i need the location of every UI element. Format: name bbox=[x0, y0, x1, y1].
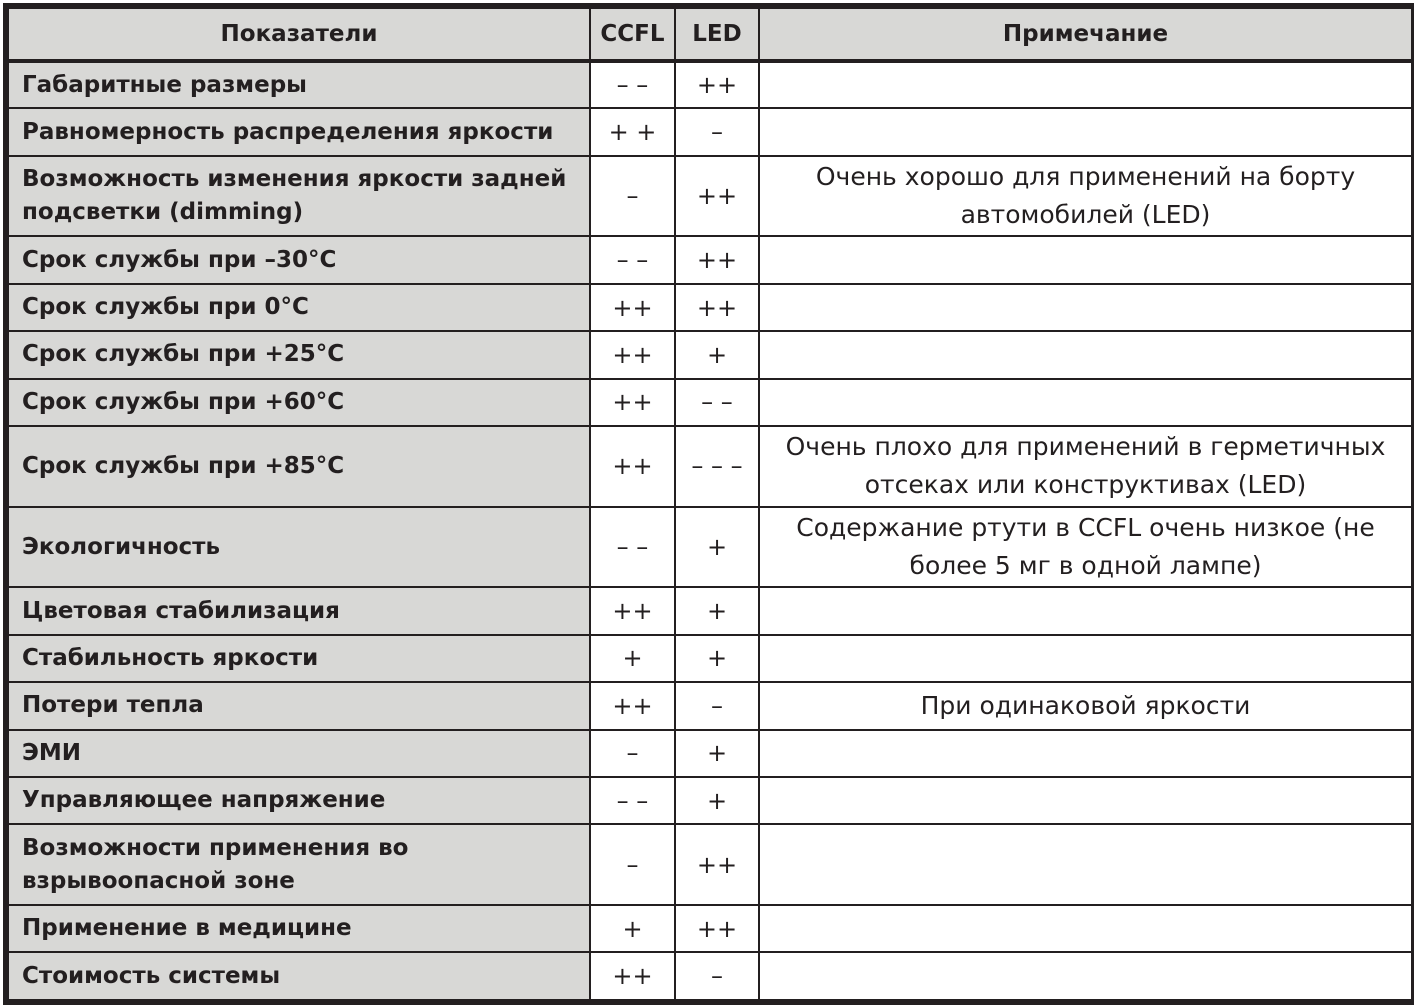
row-ccfl-rating: + + bbox=[590, 108, 675, 155]
row-ccfl-rating: – – bbox=[590, 61, 675, 108]
row-led-rating: ++ bbox=[675, 156, 759, 237]
table-row bbox=[8, 635, 1412, 682]
row-note bbox=[759, 635, 1412, 682]
row-ccfl-rating: – bbox=[590, 730, 675, 777]
table-row bbox=[8, 905, 1412, 952]
row-note bbox=[759, 331, 1412, 378]
table-row bbox=[8, 156, 1412, 237]
table-row bbox=[8, 61, 1412, 108]
row-led-rating: + bbox=[675, 507, 759, 588]
table-row bbox=[8, 730, 1412, 777]
table-row bbox=[8, 777, 1412, 824]
row-led-rating: + bbox=[675, 730, 759, 777]
row-note bbox=[759, 284, 1412, 331]
row-param: Срок службы при –30°C bbox=[8, 236, 590, 283]
table-row bbox=[8, 284, 1412, 331]
header-note: Примечание bbox=[759, 8, 1412, 61]
row-led-rating: ++ bbox=[675, 284, 759, 331]
row-param: Срок службы при +85°C bbox=[8, 426, 590, 507]
header-led: LED bbox=[675, 8, 759, 61]
row-param: Возможность изменения яркости задней подсветки (dimming) bbox=[8, 156, 590, 237]
row-note: Очень плохо для применений в герметичных отсеках или конструктивах (LED) bbox=[759, 426, 1412, 507]
row-param: Срок службы при +25°C bbox=[8, 331, 590, 378]
row-ccfl-rating: ++ bbox=[590, 331, 675, 378]
row-led-rating: – bbox=[675, 108, 759, 155]
row-note bbox=[759, 587, 1412, 634]
table-row bbox=[8, 824, 1412, 905]
row-param: Потери тепла bbox=[8, 682, 590, 729]
row-ccfl-rating: ++ bbox=[590, 952, 675, 1000]
table-row bbox=[8, 587, 1412, 634]
row-ccfl-rating: ++ bbox=[590, 587, 675, 634]
row-param: Экологичность bbox=[8, 507, 590, 588]
table-row bbox=[8, 108, 1412, 155]
row-ccfl-rating: – – bbox=[590, 507, 675, 588]
table-row bbox=[8, 682, 1412, 729]
row-param: Габаритные размеры bbox=[8, 61, 590, 108]
table-row bbox=[8, 952, 1412, 1000]
row-param: ЭМИ bbox=[8, 730, 590, 777]
row-param: Срок службы при +60°C bbox=[8, 379, 590, 426]
row-note bbox=[759, 777, 1412, 824]
ccfl-led-comparison-table bbox=[7, 7, 1413, 1001]
row-ccfl-rating: + bbox=[590, 635, 675, 682]
header-row bbox=[8, 8, 1412, 61]
row-ccfl-rating: – bbox=[590, 156, 675, 237]
table-row bbox=[8, 426, 1412, 507]
row-note bbox=[759, 952, 1412, 1000]
row-param: Равномерность распределения яркости bbox=[8, 108, 590, 155]
row-ccfl-rating: – – bbox=[590, 777, 675, 824]
row-ccfl-rating: + bbox=[590, 905, 675, 952]
row-ccfl-rating: – – bbox=[590, 236, 675, 283]
row-led-rating: + bbox=[675, 635, 759, 682]
row-note bbox=[759, 61, 1412, 108]
table-row bbox=[8, 507, 1412, 588]
row-ccfl-rating: ++ bbox=[590, 379, 675, 426]
row-led-rating: ++ bbox=[675, 61, 759, 108]
row-led-rating: – – bbox=[675, 379, 759, 426]
header-ccfl: CCFL bbox=[590, 8, 675, 61]
row-note bbox=[759, 824, 1412, 905]
row-led-rating: – bbox=[675, 682, 759, 729]
row-note bbox=[759, 108, 1412, 155]
header-param: Показатели bbox=[8, 8, 590, 61]
row-led-rating: ++ bbox=[675, 236, 759, 283]
row-param: Возможности применения во взрывоопасной зоне bbox=[8, 824, 590, 905]
row-note: Содержание ртути в CCFL очень низкое (не более 5 мг в одной лампе) bbox=[759, 507, 1412, 588]
row-ccfl-rating: – bbox=[590, 824, 675, 905]
row-param: Управляющее напряжение bbox=[8, 777, 590, 824]
row-ccfl-rating: ++ bbox=[590, 682, 675, 729]
row-note bbox=[759, 379, 1412, 426]
comparison-table-frame bbox=[3, 3, 1414, 1005]
row-param: Применение в медицине bbox=[8, 905, 590, 952]
row-led-rating: – – – bbox=[675, 426, 759, 507]
table-row bbox=[8, 331, 1412, 378]
row-note: При одинаковой яркости bbox=[759, 682, 1412, 729]
row-ccfl-rating: ++ bbox=[590, 426, 675, 507]
table-row bbox=[8, 379, 1412, 426]
row-note: Очень хорошо для применений на борту автомобилей (LED) bbox=[759, 156, 1412, 237]
row-param: Стоимость системы bbox=[8, 952, 590, 1000]
row-led-rating: ++ bbox=[675, 905, 759, 952]
row-led-rating: ++ bbox=[675, 824, 759, 905]
row-ccfl-rating: ++ bbox=[590, 284, 675, 331]
row-note bbox=[759, 730, 1412, 777]
row-param: Цветовая стабилизация bbox=[8, 587, 590, 634]
row-led-rating: + bbox=[675, 587, 759, 634]
row-led-rating: + bbox=[675, 331, 759, 378]
row-led-rating: + bbox=[675, 777, 759, 824]
row-note bbox=[759, 905, 1412, 952]
row-param: Срок службы при 0°C bbox=[8, 284, 590, 331]
table-row bbox=[8, 236, 1412, 283]
row-led-rating: – bbox=[675, 952, 759, 1000]
row-param: Стабильность яркости bbox=[8, 635, 590, 682]
row-note bbox=[759, 236, 1412, 283]
